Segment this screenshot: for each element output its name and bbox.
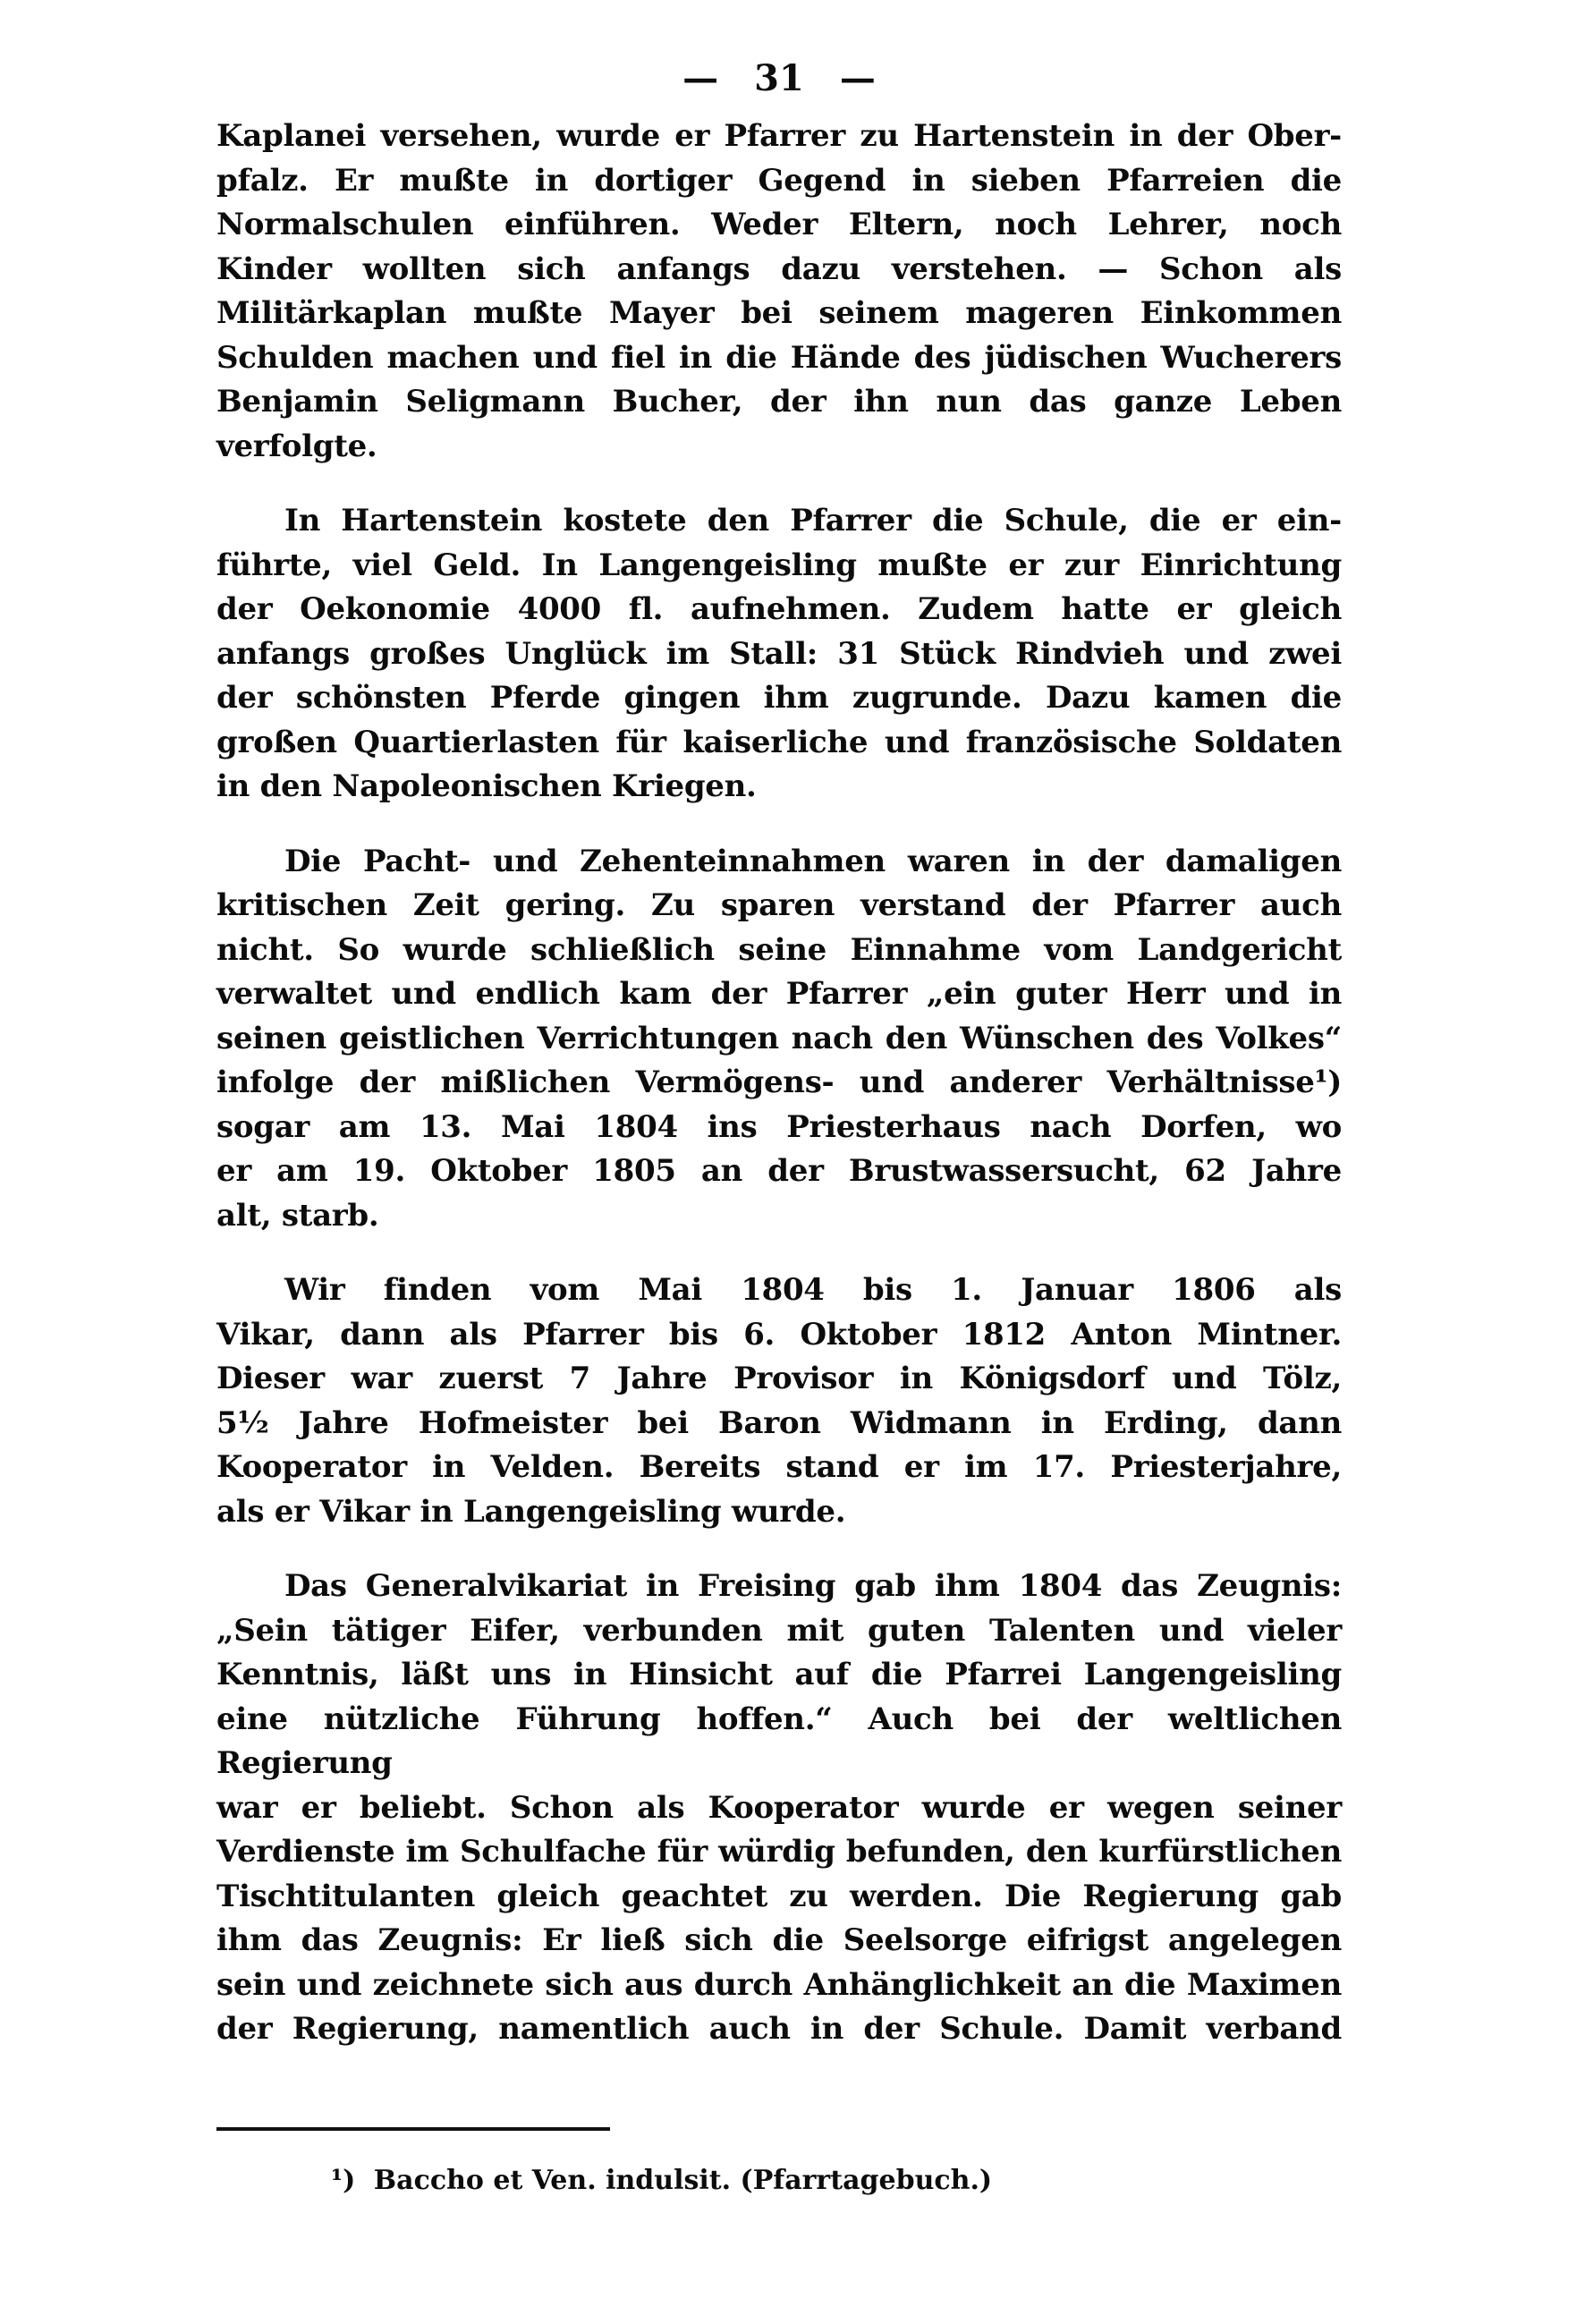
body-text — [216, 115, 1342, 2052]
text-line: in den Napoleonischen Kriegen. — [216, 768, 757, 804]
text-line: der Regierung, namentlich auch in der Schule. Damit verband — [216, 2011, 1342, 2047]
text-line: kritischen Zeit gering. Zu sparen verstand der Pfarrer auch — [216, 887, 1342, 923]
text-line: Vikar, dann als Pfarrer bis 6. Oktober 1812 Anton Mintner. — [216, 1316, 1342, 1353]
text-line: sogar am 13. Mai 1804 ins Priesterhaus nach Dorfen, wo — [216, 1108, 1342, 1145]
footnote-latin-text: Baccho et Ven. indulsit. — [373, 2164, 732, 2196]
text-line: Verdienste im Schulfache für würdig befunden, den kurfürstlichen — [216, 1834, 1342, 1870]
text-line: sein und zeichnete sich aus durch Anhänglichkeit an die Maximen — [216, 1966, 1342, 2003]
text-line: ihm das Zeugnis: Er ließ sich die Seelsorge eifrigst angelegen — [216, 1922, 1342, 1958]
text-line: alt, starb. — [216, 1197, 379, 1234]
header-left-dash: — — [682, 57, 719, 99]
text-line: 5½ Jahre Hofmeister bei Baron Widmann in Erding, dann — [216, 1404, 1342, 1441]
text-line: pfalz. Er mußte in dortiger Gegend in sieben Pfarreien die — [216, 162, 1342, 199]
text-line: infolge der mißlichen Vermögens- und anderer Verhältnisse¹) — [216, 1064, 1342, 1100]
footnote-source: (Pfarrtagebuch.) — [740, 2164, 993, 2196]
text-line: führte, viel Geld. In Langengeisling mußte er zur Einrichtung — [216, 547, 1342, 583]
page-header — [216, 55, 1342, 102]
text-line: Normalschulen einführen. Weder Eltern, noch Lehrer, noch — [216, 207, 1342, 242]
text-line: verfolgte. — [216, 428, 377, 464]
text-line: Kaplanei versehen, wurde er Pfarrer zu Hartenstein in der Ober- — [216, 118, 1342, 154]
text-line: großen Quartierlasten für kaiserliche und französische Soldaten — [216, 724, 1342, 760]
text-line: verwaltet und endlich kam der Pfarrer „ein guter Herr und in — [216, 976, 1342, 1012]
text-line: der schönsten Pferde gingen ihm zugrunde. Dazu kamen die — [216, 680, 1342, 716]
text-line: nicht. So wurde schließlich seine Einnahme vom Landgericht — [216, 931, 1342, 968]
text-line: Benjamin Seligmann Bucher, der ihn nun das ganze Leben — [216, 384, 1342, 420]
text-line: Schulden machen und fiel in die Hände des jüdischen Wucherers — [216, 339, 1342, 376]
footnote-marker: ¹) — [331, 2164, 356, 2196]
text-line: Die Pacht- und Zehenteinnahmen waren in der damaligen — [284, 843, 1342, 879]
text-block — [216, 55, 1342, 2199]
footnote — [216, 2163, 1342, 2199]
text-line: Kinder wollten sich anfangs dazu verstehen. — Schon als — [216, 250, 1342, 287]
text-line: als er Vikar in Langengeisling wurde. — [216, 1493, 846, 1530]
footnote-separator — [216, 2127, 610, 2131]
text-line: er am 19. Oktober 1805 an der Brustwassersucht, 62 Jahre — [216, 1153, 1342, 1189]
text-line: der Oekonomie 4000 fl. aufnehmen. Zudem hatte er gleich — [216, 591, 1342, 627]
header-right-dash: — — [839, 57, 876, 99]
text-line: seinen geistlichen Verrichtungen nach den Wünschen des Volkes“ — [216, 1020, 1342, 1056]
text-line: „Sein tätiger Eifer, verbunden mit guten Talenten und vieler — [216, 1612, 1342, 1649]
text-line: eine nützliche Führung hoffen.“ Auch bei der weltlichen Regierung — [216, 1701, 1342, 1781]
text-line: anfangs großes Unglück im Stall: 31 Stück Rindvieh und zwei — [216, 635, 1342, 672]
page-number: 31 — [754, 57, 804, 99]
text-line: Kooperator in Velden. Bereits stand er im 17. Priesterjahre, — [216, 1449, 1342, 1485]
text-line: war er beliebt. Schon als Kooperator wurde er wegen seiner — [216, 1789, 1342, 1826]
text-line: Dieser war zuerst 7 Jahre Provisor in Königsdorf und Tölz, — [216, 1361, 1342, 1396]
text-line: In Hartenstein kostete den Pfarrer die Schule, die er ein- — [284, 503, 1342, 539]
text-line: Wir finden vom Mai 1804 bis 1. Januar 1806 als — [284, 1272, 1342, 1308]
text-line: Militärkaplan mußte Mayer bei seinem mageren Einkommen — [216, 295, 1342, 331]
text-line: Tischtitulanten gleich geachtet zu werden. Die Regierung gab — [216, 1878, 1342, 1914]
text-line: Das Generalvikariat in Freising gab ihm 1804 das Zeugnis: — [284, 1568, 1342, 1604]
text-line: Kenntnis, läßt uns in Hinsicht auf die Pfarrei Langengeisling — [216, 1657, 1342, 1692]
